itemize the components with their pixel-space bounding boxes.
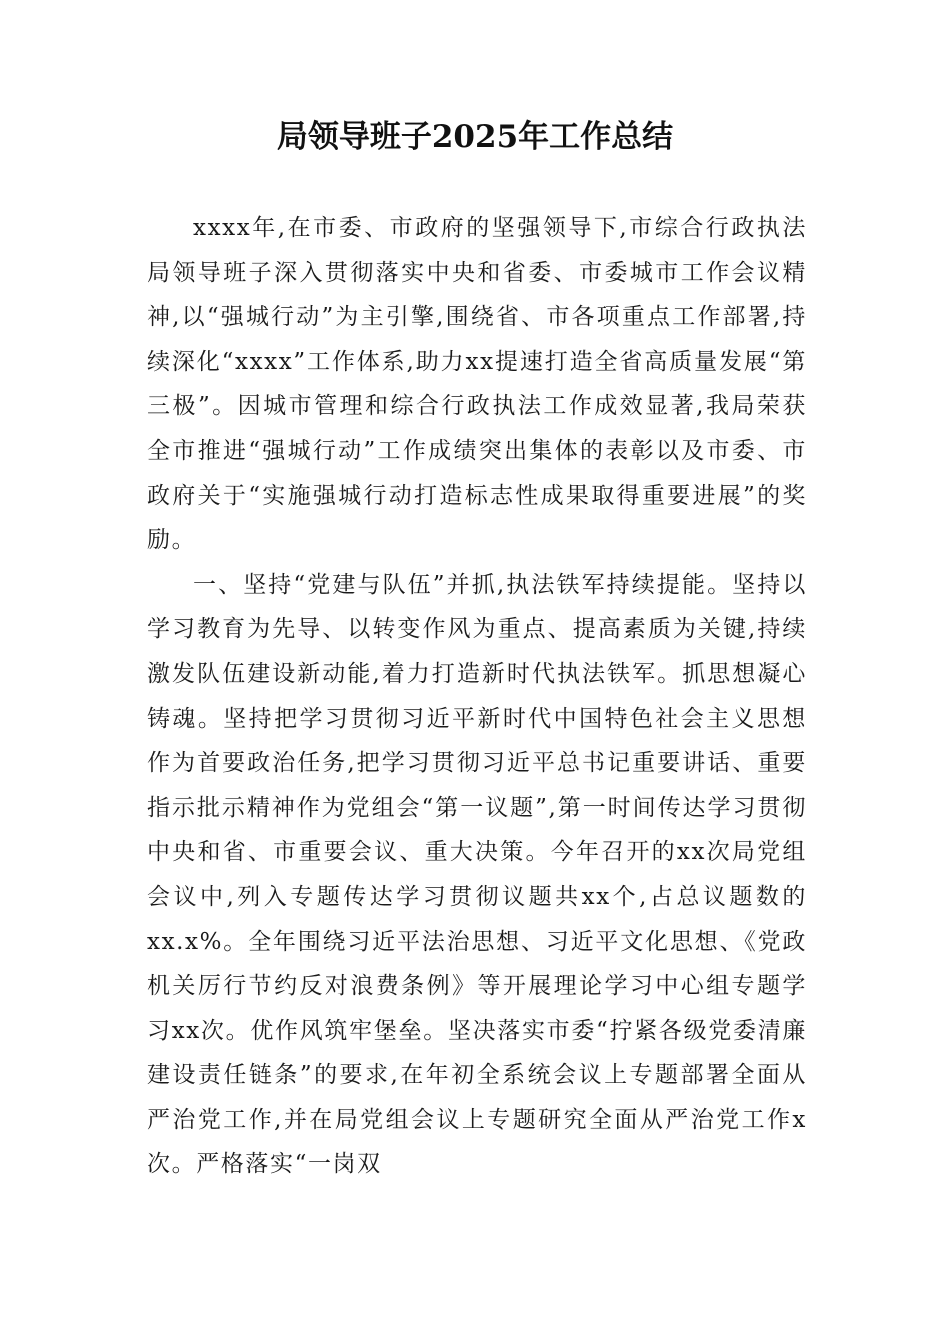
section-one-paragraph: 一、坚持“党建与队伍”并抓,执法铁军持续提能。坚持以学习教育为先导、以转变作风为重点、提高素质为关键,持续激发队伍建设新动能,着力打造新时代执法铁军。抓思想凝心铸魂。坚持把学习贯彻习近平新时代中国特色社会主义思想作为首要政治任务,把学习贯彻习近平总书记重要讲话、重要指示批示精神作为党组会“第一议题”,第一时间传达学习贯彻中央和省、市重要会议、重大决策。今年召开的xx次局党组会议中,列入专题传达学习贯彻议题共xx个,占总议题数的xx.x%。全年围绕习近平法治思想、习近平文化思想、《党政机关厉行节约反对浪费条例》等开展理论学习中心组专题学习xx次。优作风筑牢堡垒。坚决落实市委“拧紧各级党委清廉建设责任链条”的要求,在年初全系统会议上专题部署全面从严治党工作,并在局党组会议上专题研究全面从严治党工作x次。严格落实“一岗双 [147,571,807,1178]
document-title: 局领导班子2025年工作总结 [276,119,674,155]
document-body [147,206,807,1187]
intro-paragraph: xxxx年,在市委、市政府的坚强领导下,市综合行政执法局领导班子深入贯彻落实中央和省委、市委城市工作会议精神,以“强城行动”为主引擎,围绕省、市各项重点工作部署,持续深化“xxxx”工作体系,助力xx提速打造全省高质量发展“第三极”。因城市管理和综合行政执法工作成效显著,我局荣获全市推进“强城行动”工作成绩突出集体的表彰以及市委、市政府关于“实施强城行动打造标志性成果取得重要进展”的奖励。 [147,215,807,554]
